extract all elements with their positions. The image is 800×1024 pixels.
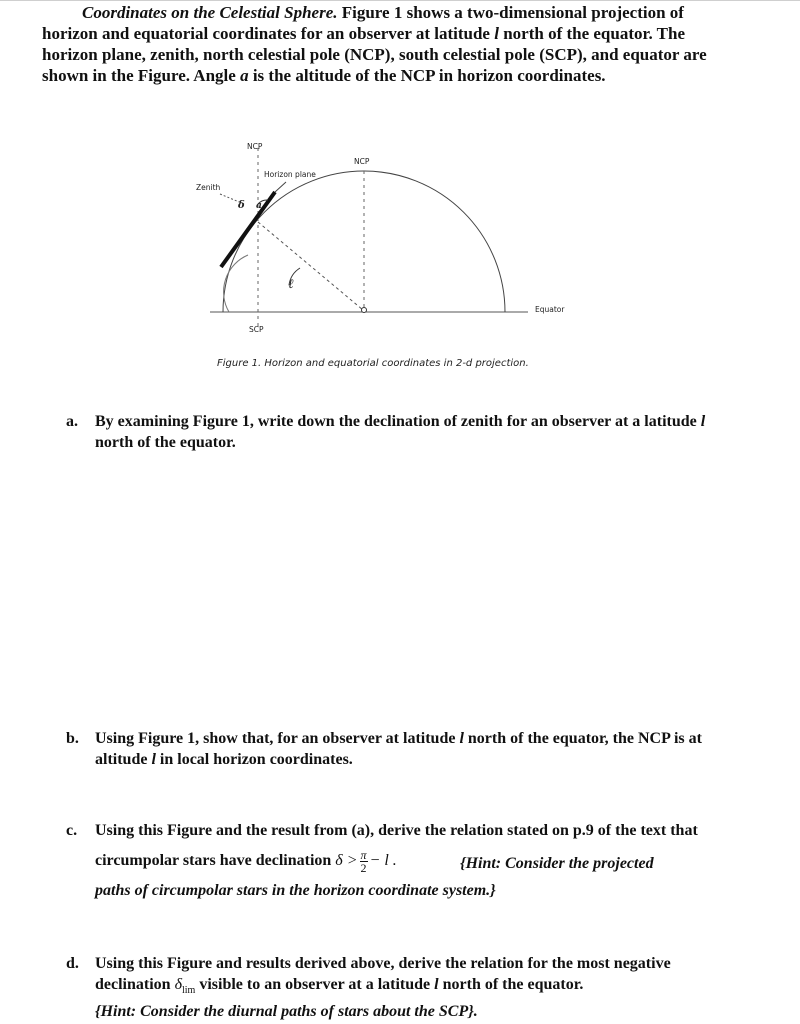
question-d-text: Using this Figure and results derived above, derive the relation for the most negative declination $\delta_{lim}$ visible to an observer at a latitude l north of the equator. {Hint: Consider the diurnal paths of stars about the SCP}.	[95, 955, 671, 1020]
intro-paragraph: Coordinates on the Celestial Sphere. Figure 1 shows a two-dimensional projection of horizon and equatorial coordinates for an observer at latitude l north of the equator. The horizon plane, zenith, north celestial pole (NCP), south celestial pole (SCP), and equator are shown in the Figure. Angle a is the altitude of the NCP in horizon coordinates.	[42, 3, 707, 85]
label-ncp-left: NCP	[247, 142, 263, 151]
question-c-letter: c.	[66, 822, 78, 839]
figure-caption: Figure 1. Horizon and equatorial coordinates in 2-d projection.	[217, 358, 529, 369]
zenith-to-center-dashed	[258, 222, 363, 310]
question-c-hint-1: {Hint: Consider the projected	[460, 855, 654, 872]
question-a-letter: a.	[66, 413, 78, 430]
question-b-text: Using Figure 1, show that, for an observer at latitude l north of the equator, the NCP is at altitude l in local horizon coordinates.	[95, 730, 702, 768]
question-d	[66, 953, 736, 1022]
figure-1-diagram	[0, 130, 800, 360]
question-c	[66, 820, 736, 901]
question-b	[66, 728, 736, 770]
question-c-hint-2: paths of circumpolar stars in the horizon coordinate system.}	[95, 882, 496, 899]
horizon-plane-line	[221, 192, 275, 267]
label-scp: SCP	[249, 325, 264, 334]
label-l: ℓ	[288, 277, 294, 292]
label-zenith: Zenith	[196, 183, 221, 192]
center-point	[362, 308, 367, 313]
figure-1	[0, 130, 800, 380]
label-horizon-plane: Horizon plane	[264, 170, 316, 179]
label-a: a	[256, 201, 262, 211]
label-delta: δ	[238, 200, 245, 211]
label-ncp-right: NCP	[354, 157, 370, 166]
question-d-hint: {Hint: Consider the diurnal paths of stars about the SCP}.	[95, 1003, 478, 1020]
question-a-text: By examining Figure 1, write down the declination of zenith for an observer at a latitude l north of the equator.	[95, 413, 706, 451]
top-rule	[0, 0, 800, 1]
pi-over-two: $\frac{\pi}{2}$	[360, 848, 367, 875]
question-d-letter: d.	[66, 955, 79, 972]
question-c-text: Using this Figure and the result from (a), derive the relation stated on p.9 of the text that circumpolar stars have declination δ > $\frac{\pi}{2}$ − l . {Hint: Consider the projected paths of circumpolar stars in the horizon coordinate system.}	[95, 822, 698, 899]
question-a	[66, 411, 736, 453]
delta-gt: δ >	[335, 852, 358, 870]
question-b-letter: b.	[66, 730, 79, 747]
section-title: Coordinates on the Celestial Sphere.	[82, 3, 338, 22]
horizon-plane-extension	[275, 182, 286, 192]
inner-arc	[224, 255, 248, 312]
label-equator: Equator	[535, 305, 565, 314]
